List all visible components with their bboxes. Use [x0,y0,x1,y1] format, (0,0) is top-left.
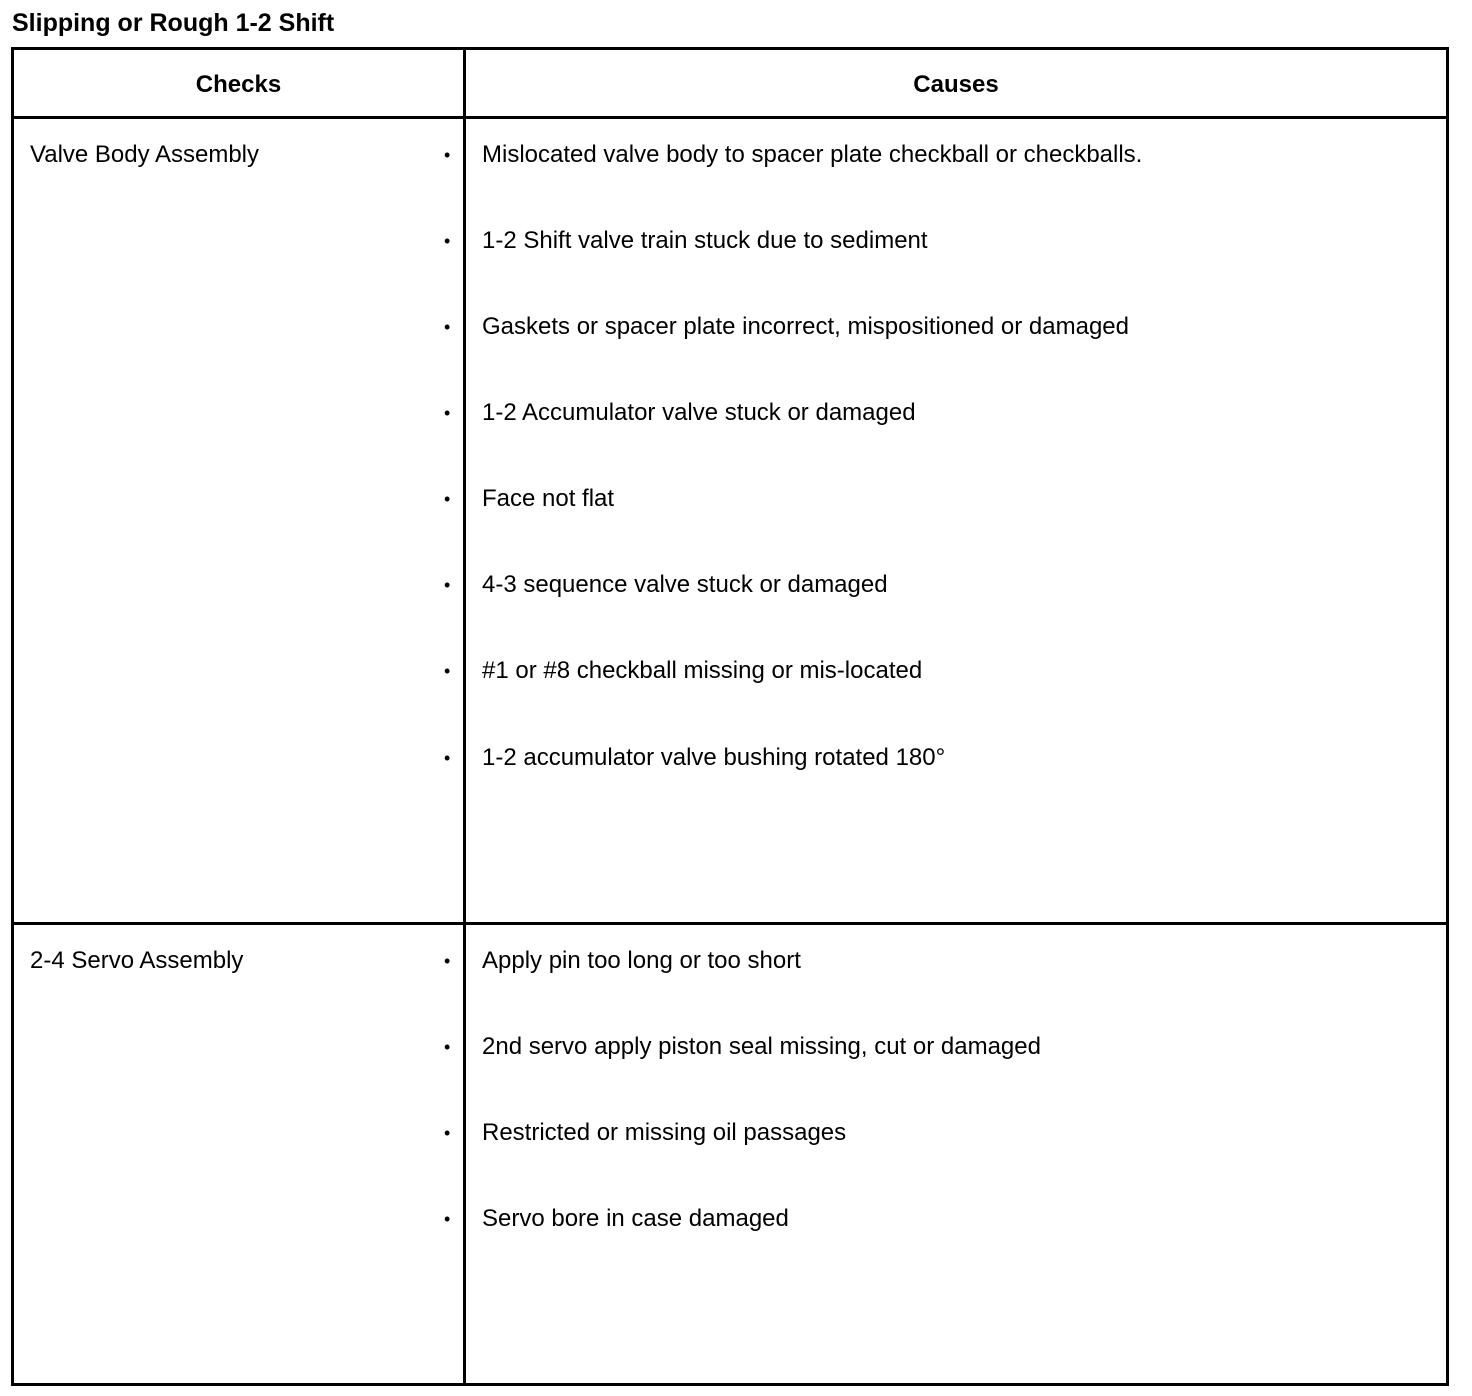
bullet-icon: • [444,231,451,251]
column-header-checks: Checks [195,70,282,98]
cause-item: • Restricted or missing oil passages [482,1117,846,1149]
column-divider [463,50,466,1383]
cause-item: • 1-2 accumulator valve bushing rotated 180° [482,742,945,774]
cause-item: • Gaskets or spacer plate incorrect, mispositioned or damaged [482,311,1129,343]
bullet-icon: • [444,1209,451,1229]
bullet-icon: • [444,317,451,337]
bullet-icon: • [444,748,451,768]
troubleshooting-table [11,47,1449,1386]
check-cell: 2-4 Servo Assembly [30,947,244,974]
cause-item: • Face not flat [482,483,614,515]
cause-item: • #1 or #8 checkball missing or mis-located [482,655,922,687]
column-header-causes: Causes [913,70,999,98]
bullet-icon: • [444,403,451,423]
bullet-icon: • [444,951,451,971]
check-cell: Valve Body Assembly [30,141,259,168]
cause-item: • Servo bore in case damaged [482,1203,789,1235]
row-divider [14,922,1446,925]
cause-item: • 2nd servo apply piston seal missing, cut or damaged [482,1031,1041,1063]
cause-item: • Apply pin too long or too short [482,945,801,977]
page-title: Slipping or Rough 1-2 Shift [12,9,335,37]
cause-item: • Mislocated valve body to spacer plate checkball or checkballs. [482,139,1142,171]
bullet-icon: • [444,1037,451,1057]
bullet-icon: • [444,575,451,595]
cause-item: • 1-2 Shift valve train stuck due to sediment [482,225,928,257]
bullet-icon: • [444,1123,451,1143]
bullet-icon: • [444,145,451,165]
cause-item: • 1-2 Accumulator valve stuck or damaged [482,397,916,429]
bullet-icon: • [444,661,451,681]
bullet-icon: • [444,489,451,509]
cause-item: • 4-3 sequence valve stuck or damaged [482,569,888,601]
